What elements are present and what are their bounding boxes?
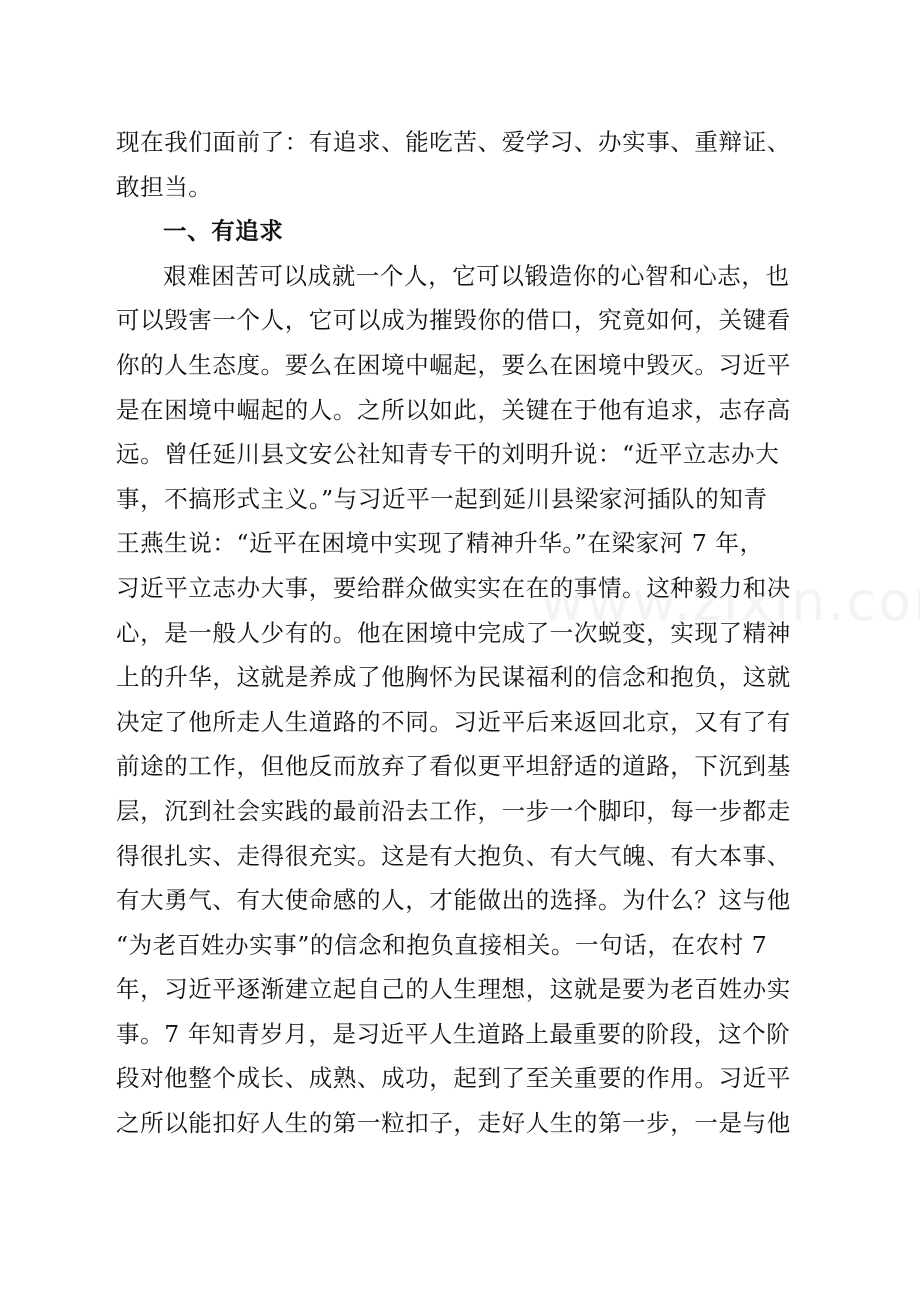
paragraph-line: 之所以能扣好人生的第一粒扣子，走好人生的第一步，一是与他 — [116, 1109, 791, 1138]
paragraph-line: 习近平立志办大事，要给群众做实实在在的事情。这种毅力和决 — [116, 573, 791, 602]
paragraph-line: 年，习近平逐渐建立起自己的人生理想，这就是要为老百姓办实 — [116, 975, 791, 1004]
paragraph-line: 你的人生态度。要么在困境中崛起，要么在困境中毁灭。习近平 — [116, 350, 791, 379]
paragraph-line: 是在困境中崛起的人。之所以如此，关键在于他有追求，志存高 — [116, 395, 791, 424]
document-body — [116, 120, 816, 1146]
paragraph-line: 艰难困苦可以成就一个人，它可以锻造你的心智和心志，也 — [163, 261, 790, 290]
paragraph-line: 事。7 年知青岁月，是习近平人生道路上最重要的阶段，这个阶 — [116, 1019, 791, 1048]
intro-line: 现在我们面前了：有追求、能吃苦、爱学习、办实事、重辩证、 — [116, 128, 791, 156]
paragraph-line: 层，沉到社会实践的最前沿去工作，一步一个脚印，每一步都走 — [116, 796, 791, 825]
section-heading: 一、有追求 — [163, 217, 284, 246]
paragraph-line: 有大勇气、有大使命感的人，才能做出的选择。为什么？这与他 — [116, 886, 791, 915]
paragraph-line: 事，不搞形式主义。”与习近平一起到延川县梁家河插队的知青 — [116, 484, 768, 513]
paragraph-line: 王燕生说：“近平在困境中实现了精神升华。”在梁家河 7 年， — [116, 529, 764, 558]
paragraph-line: 得很扎实、走得很充实。这是有大抱负、有大气魄、有大本事、 — [116, 841, 791, 870]
paragraph-line: 上的升华，这就是养成了他胸怀为民谋福利的信念和抱负，这就 — [116, 663, 791, 692]
intro-line: 敢担当。 — [116, 172, 213, 201]
paragraph-line: 远。曾任延川县文安公社知青专干的刘明升说：“近平立志办大 — [116, 440, 780, 469]
paragraph-line: 段对他整个成长、成熟、成功，起到了至关重要的作用。习近平 — [116, 1064, 791, 1093]
paragraph-line: 前途的工作，但他反而放弃了看似更平坦舒适的道路，下沉到基 — [116, 752, 791, 781]
paragraph-line: 心，是一般人少有的。他在困境中完成了一次蜕变，实现了精神 — [116, 618, 791, 647]
paragraph-line: 决定了他所走人生道路的不同。习近平后来返回北京，又有了有 — [116, 707, 791, 736]
paragraph-line: 可以毁害一个人，它可以成为摧毁你的借口，究竟如何，关键看 — [116, 306, 791, 335]
paragraph-line: “为老百姓办实事”的信念和抱负直接相关。一句话，在农村 7 — [116, 930, 768, 959]
